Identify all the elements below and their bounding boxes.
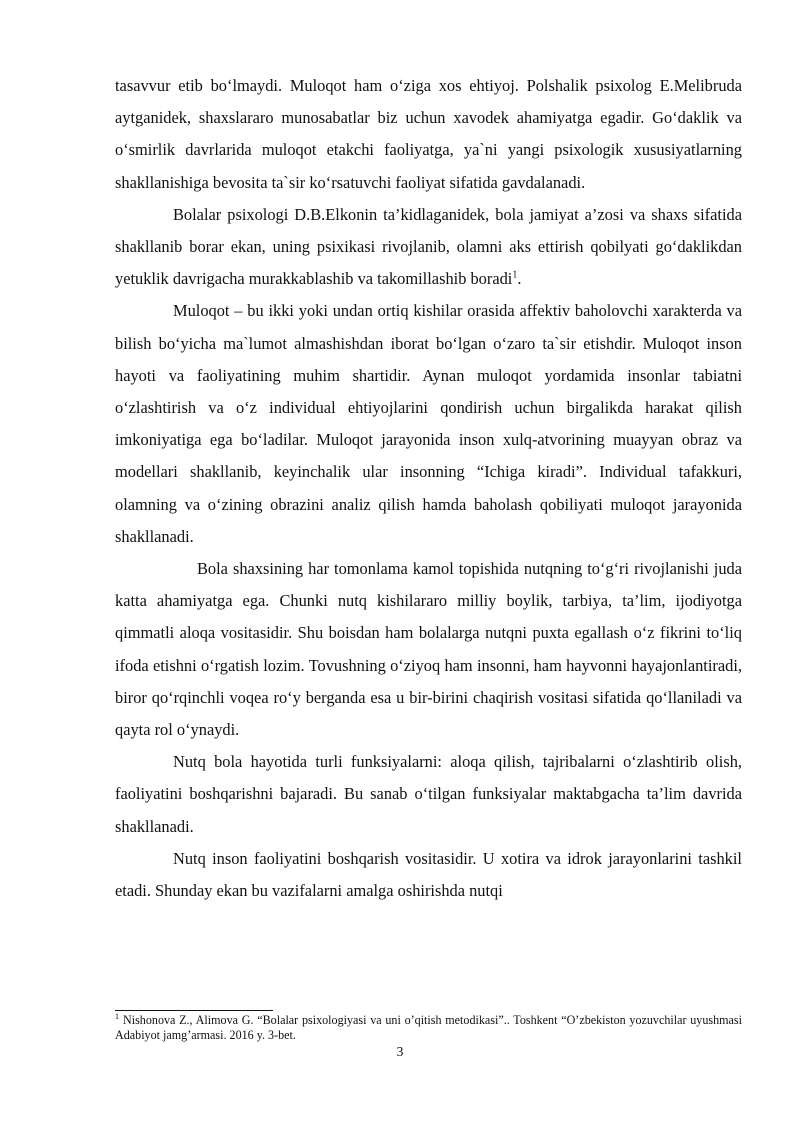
paragraph-1: tasavvur etib bo‘lmaydi. Muloqot ham o‘ziga xos ehtiyoj. Polshalik psixolog E.Melibruda aytganidek, shaxslararo munosabatlar biz uchun xavodek ahamiyatga egadir. Go‘daklik va o‘smirlik davrlarida muloqot etakchi faoliyatga, ya`ni yangi psixologik xususiyatlarning shakllanishiga bevosita ta`sir ko‘rsatuvchi faoliyat sifatida gavdalanadi.	[115, 76, 742, 192]
paragraph-6: Nutq inson faoliyatini boshqarish vositasidir. U xotira va idrok jarayonlarini tashkil etadi. Shunday ekan bu vazifalarni amalga oshirishda nutqi	[115, 848, 742, 901]
paragraph-2	[115, 199, 742, 296]
footnote-text: Nishonova Z., Alimova G. “Bolalar psixologiyasi va uni o’qitish metodikasi”.. Toshkent “O’zbekiston yozuvchilar uyushmasi Adabiyot jamg’armasi. 2016 y. 3-bet.	[115, 1013, 742, 1042]
paragraph-3: Muloqot – bu ikki yoki undan ortiq kishilar orasida affektiv baholovchi xarakterda va bilish bo‘yicha ma`lumot almashishdan iborat bo‘lgan o‘zaro ta`sir etishdir. Muloqot inson hayoti va faoliyatining muhim shartidir. Aynan muloqot yordamida insonlar tabiatni o‘zlashtirish va o‘z individual ehtiyojlarini qondirish uchun birgalikda harakat qilish imkoniyatiga ega bo‘ladilar. Muloqot jarayonida inson xulq-atvorining muayyan obraz va modellari shakllanib, keyinchalik ular insonning “Ichiga kiradi”. Individual tafakkuri, olamning va o‘zining obrazini analiz qilish hamda baholash qobiliyati muloqot jarayonida shakllanadi.	[115, 301, 742, 546]
footnote	[115, 1013, 742, 1043]
paragraph-5: Nutq bola hayotida turli funksiyalarni: aloqa qilish, tajribalarni o‘zlashtirib olish, faoliyatini boshqarishni bajaradi. Bu sanab o‘tilgan funksiyalar maktabgacha ta’lim davrida shakllanadi.	[115, 752, 742, 836]
paragraph-2-end: .	[517, 269, 522, 289]
paragraph-4: Bola shaxsining har tomonlama kamol topishida nutqning to‘g‘ri rivojlanishi juda katta ahamiyatga ega. Chunki nutq kishilararo milliy boylik, tarbiya, ta’lim, ijodiyotga qimmatli aloqa vositasidir. Shu boisdan ham bolalarga nutqni puxta egallash o‘z fikrini to‘liq ifoda etishni o‘rgatish lozim. Tovushning o‘ziyoq ham insonni, ham hayvonni hayajonlantiradi, biror qo‘rqinchli voqea ro‘y berganda esa u bir-birini chaqirish vositasi sifatida qo‘llaniladi va qayta rol o‘ynaydi.	[115, 559, 742, 740]
page-number: 3	[396, 1044, 404, 1059]
body-text	[115, 70, 742, 907]
paragraph-2-text: Bolalar psixologi D.B.Elkonin ta’kidlaganidek, bola jamiyat a’zosi va shaxs sifatida shakllanib borar ekan, uning psixikasi rivojlanib, olamni aks ettirish qobilyati go‘daklikdan yetuklik davrigacha murakkablashib va takomillashib boradi	[115, 204, 742, 289]
footnote-separator	[115, 1010, 273, 1011]
footnote-marker: 1	[115, 1011, 119, 1021]
footnote-reference[interactable]: 1	[512, 269, 518, 281]
